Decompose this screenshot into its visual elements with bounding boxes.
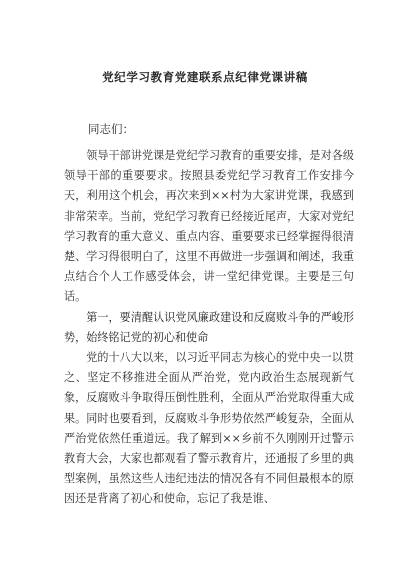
section-heading-first: 第一，要清醒认识党风廉政建设和反腐败斗争的严峻形势，始终铭记党的初心和使命 bbox=[64, 310, 354, 344]
paragraph-situation: 党的十八大以来，以习近平同志为核心的党中央一以贯之、坚定不移推进全面从严治党，党内政治生态展现新气象，反腐败斗争取得压倒性胜利，全面从严治党取得重大成果。同时也要看到，反腐败斗争形势依然严峻复杂，全面从严治党依然任重道远。我了解到××乡前不久刚刚开过警示教育大会，大家也都观看了警示教育片，还通报了乡里的典型案例，虽然这些人违纪违法的情况各有不同但最根本的原因还是背离了初心和使命，忘记了我是谁、 bbox=[64, 351, 354, 506]
paragraph-intro: 领导干部讲党课是党纪学习教育的重要安排，是对各级领导干部的重要要求。按照县委党纪学习教育工作安排今天，利用这个机会，再次来到××村为大家讲党课，我感到非常荣幸。当前，党纪学习教育已经接近尾声，大家对党纪学习教育的重大意义、重点内容、重要要求已经掌握得很清楚、学习得很明白了，这里不再做进一步强调和阐述，我重点结合个人工作感受体会，讲一堂纪律党课。主要是三句话。 bbox=[64, 149, 354, 304]
salutation: 同志们： bbox=[88, 122, 134, 136]
document-body bbox=[64, 146, 354, 510]
document-title: 党纪学习教育党建联系点纪律党课讲稿 bbox=[102, 70, 308, 84]
